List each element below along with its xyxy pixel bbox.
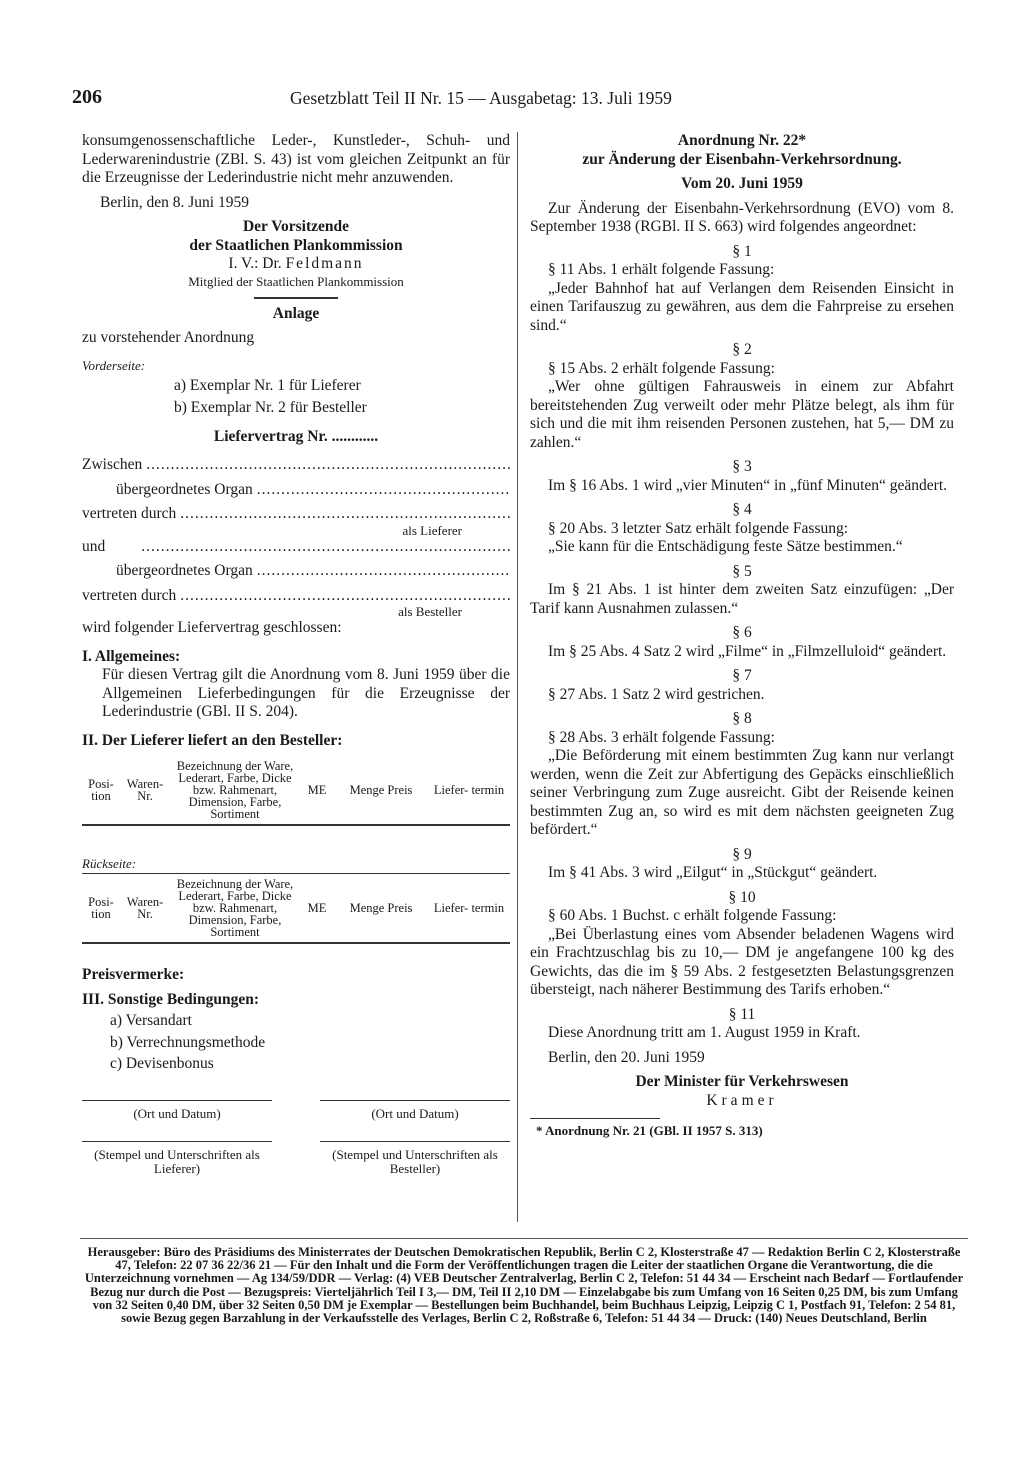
label-organ-2: übergeordnetes Organ (116, 562, 253, 579)
form-row-vertreten-1 (82, 505, 510, 524)
paragraph-7-heading: § 7 (732, 667, 752, 684)
paragraph-10-quote: „Bei Überlastung eines vom Absender beladenen Wagens wird ein Frachtzuschlag bis zu 10,— DM je angefangene 100 kg des Gewichts, das die im § 59 Abs. 2 festgesetzten Belastungsgrenzen übersteigt, nach näherer Bestimmung des Tarifs erhoben.“ (530, 925, 954, 998)
section-2-title: II. Der Lieferer liefert an den Besteller: (82, 731, 343, 749)
col-waren: Waren- Nr. (126, 777, 164, 803)
section-3-b: b) Verrechnungsmethode (110, 1033, 266, 1051)
footer-rule (80, 1238, 968, 1239)
paragraph-11-heading: § 11 (728, 1005, 756, 1023)
ordinance-title-2: zur Änderung der Eisenbahn-Verkehrsordnung. (582, 150, 902, 168)
paragraph-1-text: § 11 Abs. 1 erhält folgende Fassung: (548, 261, 775, 278)
note-als-lieferer: als Lieferer (402, 522, 462, 538)
fill-line (146, 456, 510, 475)
paragraph-5-heading: § 5 (732, 562, 752, 580)
col-position: Posi- tion (88, 777, 114, 803)
form-row-und (82, 538, 510, 557)
label-organ-1: übergeordnetes Organ (116, 480, 253, 498)
paragraph-10-text: § 60 Abs. 1 Buchst. c erhält folgende Fassung: (548, 907, 837, 924)
paragraph-1-heading: § 1 (732, 242, 752, 260)
ordinance-intro: Zur Änderung der Eisenbahn-Verkehrsordnung (EVO) vom 8. September 1938 (RGBl. II S. 663) wird folgendes angeordnet: (530, 199, 954, 235)
paragraph-3-heading: § 3 (732, 458, 752, 475)
label-vertreten-1: vertreten durch (82, 505, 177, 522)
ordinance-place-date: Berlin, den 20. Juni 1959 (548, 1048, 705, 1066)
fill-line (180, 505, 510, 524)
delivery-table-header-back (82, 878, 510, 938)
section-1-text: Für diesen Vertrag gilt die Anordnung vom 8. Juni 1959 über die Allgemeinen Lieferbedingungen für die Erzeugnisse der Lederindustrie (GBl. II S. 204). (102, 666, 510, 720)
paragraph-7-text: § 27 Abs. 1 Satz 2 wird gestrichen. (548, 685, 765, 703)
right-column (530, 132, 954, 1138)
form-row-zwischen (82, 456, 510, 475)
col-me: ME (307, 901, 327, 915)
rueckseite-label: Rückseite: (82, 856, 137, 871)
signatory-title-1: Der Vorsitzende (242, 218, 350, 235)
anlage-title: Anlage (272, 304, 320, 322)
col-liefertermin: Liefer- termin (433, 783, 505, 797)
preisvermerke: Preisvermerke: (82, 966, 185, 983)
col-menge-preis: Menge Preis (349, 783, 413, 797)
left-column (82, 132, 510, 1176)
section-3-a: a) Versandart (110, 1012, 192, 1029)
paragraph-2-quote: „Wer ohne gültigen Fahrausweis in einem zur Abfahrt bereitstehenden Zug verweilt oder mehr Plätze belegt, als ihm für sich und die mit ihm reisenden Personen zustehen, hat 5,— DM zu zahlen.“ (530, 378, 954, 451)
signatory-role: Mitglied der Staatlichen Plankommission (188, 273, 404, 289)
paragraph-9-heading: § 9 (732, 845, 752, 863)
label-ort-datum-1: (Ort und Datum) (133, 1105, 221, 1121)
signature-box-besteller-date (320, 1100, 510, 1121)
minister-title: Der Minister für Verkehrswesen (635, 1073, 849, 1090)
paragraph-2-heading: § 2 (732, 341, 752, 358)
minister-name: Kramer (706, 1091, 778, 1109)
signature-box-lieferer-date (82, 1100, 272, 1121)
col-waren: Waren- Nr. (126, 895, 164, 921)
label-ort-datum-2: (Ort und Datum) (371, 1105, 459, 1121)
paragraph-4-quote: „Sie kann für die Entschädigung feste Sätze bestimmen.“ (548, 538, 903, 555)
liefervertrag-title: Liefervertrag Nr. ............ (213, 427, 379, 445)
signatory-title-2: der Staatlichen Plankommission (189, 236, 403, 254)
col-liefertermin: Liefer- termin (433, 901, 505, 915)
paragraph-1-quote: „Jeder Bahnhof hat auf Verlangen dem Reisenden Einsicht in einen Tarifauszug zu gewähren, aus dem die Fahrpreise zu ersehen sind.“ (530, 279, 954, 334)
delivery-table-header (82, 760, 510, 820)
section-3-c: c) Devisenbonus (110, 1055, 214, 1072)
label-vertreten-2: vertreten durch (82, 586, 177, 604)
label-stempel-lieferer: (Stempel und Unterschriften als Lieferer) (94, 1146, 260, 1176)
paragraph-11-text: Diese Anordnung tritt am 1. August 1959 in Kraft. (548, 1024, 861, 1041)
col-bezeichnung: Bezeichnung der Ware, Lederart, Farbe, Dicke bzw. Rahmenart, Dimension, Farbe, Sortiment (176, 759, 294, 821)
publisher-imprint: Herausgeber: Büro des Präsidiums des Ministerrates der Deutschen Demokratischen Republik, Berlin C 2, Klosterstraße 47 — Redaktion Berlin C 2, Klosterstraße 47, Telefon: 22 07 36 22/36 21 — Für den Inhalt und die Form der Veröffentlichungen tragen die Leiter der staatlichen Organe die Verantwortung, die die Unterzeichnung vornehmen — Ag 134/59/DDR — Verlag: (4) VEB Deutscher Zentralverlag, Berlin C 2, Telefon: 51 44 34 — Erscheint nach Bedarf — Fortlaufender Bezug nur durch die Post — Bezugspreis: Vierteljährlich Teil I 3,— DM, Teil II 2,10 DM — Einzelabgabe bis zum Umfang von 16 Seiten 0,25 DM, bis zum Umfang von 32 Seiten 0,40 DM, über 32 Seiten 0,50 DM je Exemplar — Bestellungen beim Buchhandel, beim Buchhaus Leipzig, Leipzig C 1, Postfach 91, Telefon: 2 54 81, sowie Bezug gegen Barzahlung in der Verkaufsstelle des Verlages, Berlin C 2, Roßstraße 6, Telefon: 51 44 34 — Druck: (140) Neues Deutschland, Berlin (84, 1245, 964, 1326)
form-row-organ-2 (82, 562, 510, 581)
exemplar-a: a) Exemplar Nr. 1 für Lieferer (174, 376, 361, 394)
label-stempel-besteller: (Stempel und Unterschriften als Besteller) (332, 1146, 498, 1176)
fill-line (180, 587, 510, 606)
fill-line (257, 481, 510, 500)
signatory-prefix: I. V.: Dr. (228, 255, 282, 272)
anlage-subtitle: zu vorstehender Anordnung (82, 329, 255, 346)
col-position: Posi- tion (88, 895, 114, 921)
label-zwischen: Zwischen (82, 456, 143, 473)
exemplar-b: b) Exemplar Nr. 2 für Besteller (174, 399, 367, 416)
note-als-besteller: als Besteller (398, 604, 462, 619)
place-date: Berlin, den 8. Juni 1959 (100, 193, 249, 211)
signature-box-besteller-stamp (320, 1141, 510, 1176)
column-divider (517, 132, 518, 1222)
col-bezeichnung: Bezeichnung der Ware, Lederart, Farbe, Dicke bzw. Rahmenart, Dimension, Farbe, Sortiment (176, 877, 294, 939)
signature-row-stamp (82, 1141, 510, 1176)
fill-line (141, 538, 510, 557)
paragraph-3-text: Im § 16 Abs. 1 wird „vier Minuten“ in „fünf Minuten“ geändert. (548, 476, 948, 494)
paragraph-8-quote: „Die Beförderung mit einem bestimmten Zug kann nur verlangt werden, wenn die Zeit zur Abfertigung des Gepäcks einschließlich seiner Verbringung zum Zuge ausreicht. Gibt der Reisende keinen bestimmten Zug an, so wird es mit dem nächsten geeigneten Zug befördert.“ (530, 747, 954, 838)
signature-row-date (82, 1100, 510, 1121)
paragraph-4-text: § 20 Abs. 3 letzter Satz erhält folgende Fassung: (548, 519, 849, 537)
intro-paragraph: konsumgenossenschaftliche Leder-, Kunstleder-, Schuh- und Lederwarenindustrie (ZBl. S. 43) ist vom gleichen Zeitpunkt an für die Erzeugnisse der Lederindustrie nicht mehr anzuwenden. (82, 132, 510, 186)
geschlossen-text: wird folgender Liefervertrag geschlossen: (82, 619, 342, 636)
paragraph-6-heading: § 6 (732, 624, 752, 641)
paragraph-4-heading: § 4 (732, 501, 752, 518)
signature-box-lieferer-stamp (82, 1141, 272, 1176)
form-row-organ-1 (82, 481, 510, 500)
fill-line (257, 562, 510, 581)
vorderseite-label: Vorderseite: (82, 357, 146, 373)
ordinance-date: Vom 20. Juni 1959 (681, 175, 803, 192)
section-1-title: I. Allgemeines: (82, 647, 181, 665)
paragraph-5-text: Im § 21 Abs. 1 ist hinter dem zweiten Satz einzufügen: „Der Tarif kann Ausnahmen zulassen.“ (530, 581, 954, 617)
table-top-rule (82, 873, 510, 874)
section-3-title: III. Sonstige Bedingungen: (82, 990, 260, 1008)
label-und: und (82, 537, 106, 555)
paragraph-2-text: § 15 Abs. 2 erhält folgende Fassung: (548, 359, 775, 377)
signatory-name-line (82, 255, 510, 274)
page-number: 206 (72, 86, 102, 108)
running-head: Gesetzblatt Teil II Nr. 15 — Ausgabetag: 13. Juli 1959 (290, 88, 672, 108)
col-me: ME (307, 783, 327, 797)
paragraph-6-text: Im § 25 Abs. 4 Satz 2 wird „Filme“ in „Filmzelluloid“ geändert. (548, 642, 947, 660)
col-menge-preis: Menge Preis (349, 901, 413, 915)
footnote-rule (530, 1118, 660, 1119)
paragraph-8-heading: § 8 (732, 710, 752, 727)
signatory-name: Feldmann (285, 255, 364, 272)
form-row-vertreten-2 (82, 587, 510, 606)
ordinance-title-1: Anordnung Nr. 22* (677, 132, 807, 149)
paragraph-8-text: § 28 Abs. 3 erhält folgende Fassung: (548, 728, 775, 746)
paragraph-10-heading: § 10 (728, 888, 756, 906)
paragraph-9-text: Im § 41 Abs. 3 wird „Eilgut“ in „Stückgut“ geändert. (548, 864, 878, 881)
divider-rule (254, 297, 338, 299)
footnote: * Anordnung Nr. 21 (GBl. II 1957 S. 313) (536, 1123, 763, 1138)
